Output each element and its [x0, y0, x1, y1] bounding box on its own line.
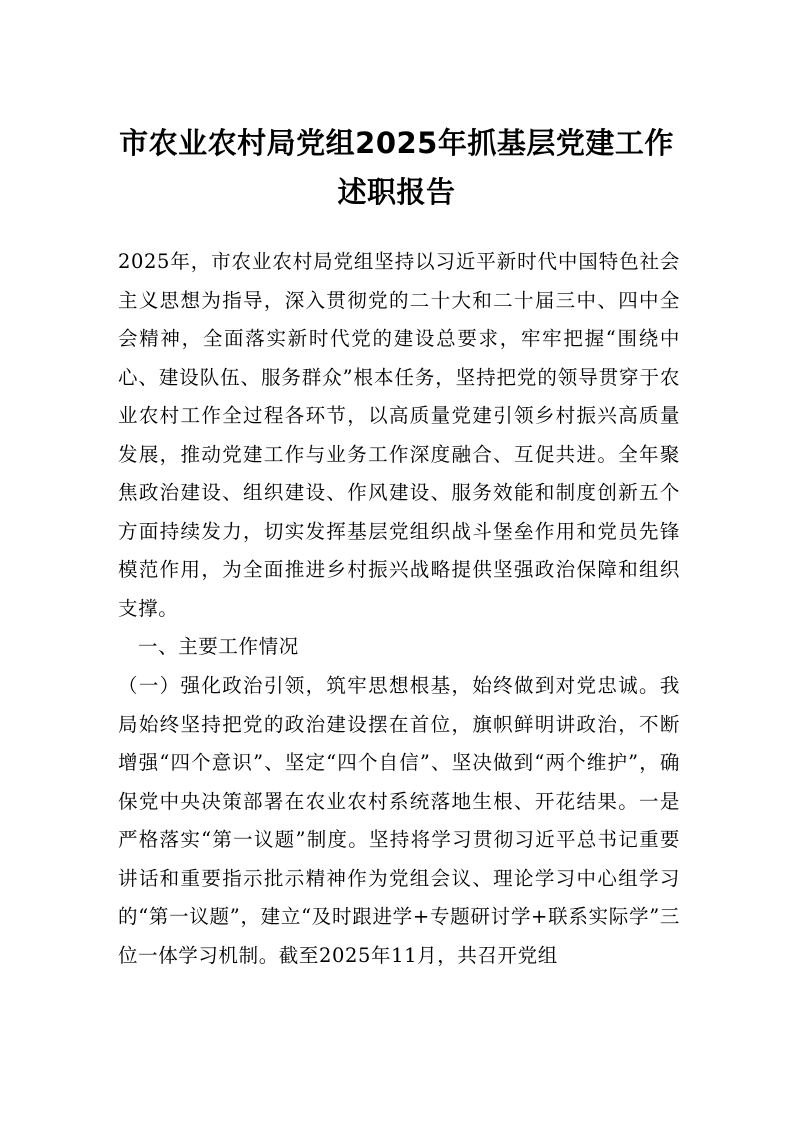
- document-title-line1: 市农业农村局党组2025年抓基层党建工作: [119, 126, 674, 160]
- intro-paragraph: 2025年，市农业农村局党组坚持以习近平新时代中国特色社会主义思想为指导，深入贯彻党的二十大和二十届三中、四中全会精神，全面落实新时代党的建设总要求，牢牢把握“围绕中心、建设队伍、服务群众”根本任务，坚持把党的领导贯穿于农业农村工作全过程各环节，以高质量党建引领乡村振兴高质量发展，推动党建工作与业务工作深度融合、互促共进。全年聚焦政治建设、组织建设、作风建设、服务效能和制度创新五个方面持续发力，切实发挥基层党组织战斗堡垒作用和党员先锋模范作用，为全面推进乡村振兴战略提供坚强政治保障和组织支撑。: [118, 250, 680, 620]
- document-body: [118, 243, 680, 975]
- section-paragraph: （一）强化政治引领，筑牢思想根基，始终做到对党忠诚。我局始终坚持把党的政治建设摆在首位，旗帜鲜明讲政治，不断增强“四个意识”、坚定“四个自信”、坚决做到“两个维护”，确保党中央决策部署在农业农村系统落地生根、开花结果。一是严格落实“第一议题”制度。坚持将学习贯彻习近平总书记重要讲话和重要指示批示精神作为党组会议、理论学习中心组学习的“第一议题”，建立“及时跟进学+专题研讨学+联系实际学”三位一体学习机制。截至2025年11月，共召开党组: [118, 674, 680, 967]
- document-title-line2: 述职报告: [337, 175, 456, 209]
- section-heading: 一、主要工作情况: [138, 635, 299, 659]
